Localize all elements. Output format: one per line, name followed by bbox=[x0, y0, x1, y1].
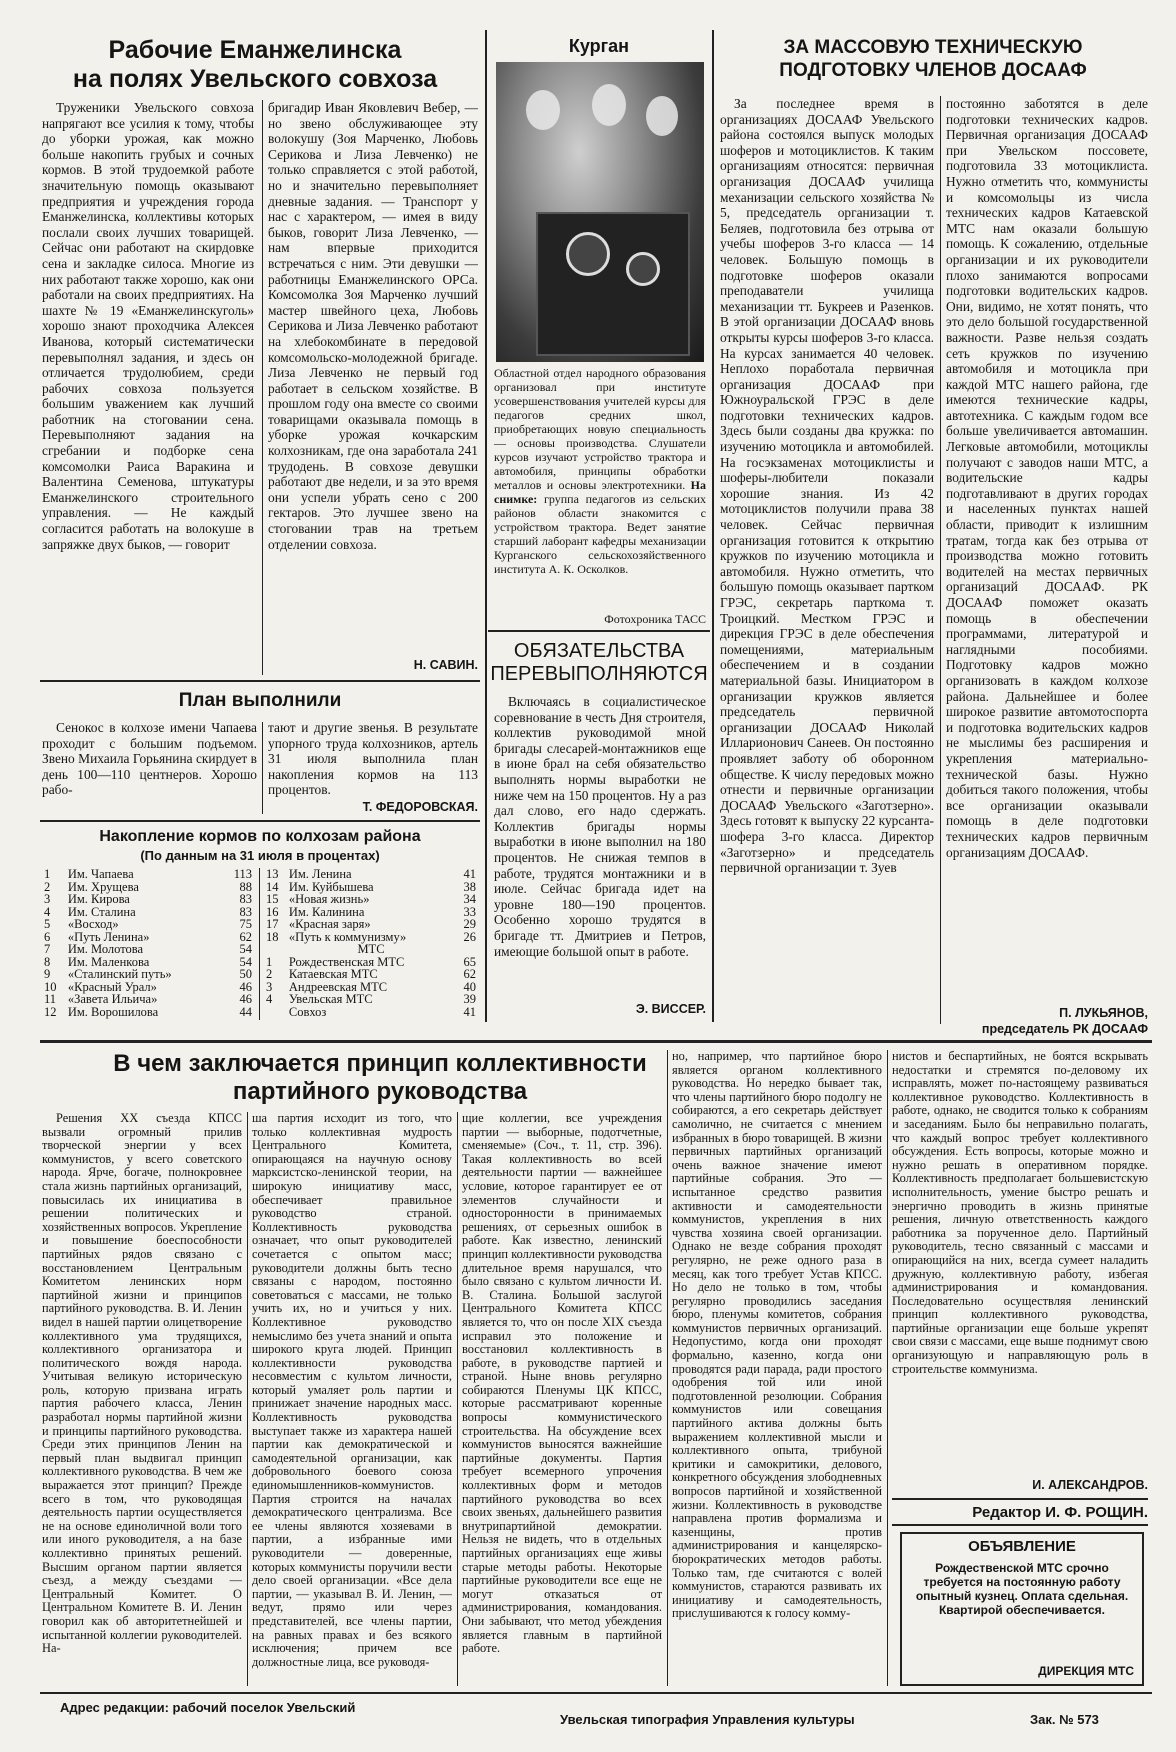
stats-row-value: 54 bbox=[239, 942, 252, 956]
stats-row-value: 46 bbox=[239, 979, 252, 994]
stats-row-number: 4 bbox=[44, 904, 51, 919]
stats-row-value: 38 bbox=[463, 879, 476, 894]
stats-row-name: «Красная заря» bbox=[288, 917, 371, 931]
stats-row-name: «Завета Ильича» bbox=[67, 992, 158, 1006]
stats-row-value: 26 bbox=[463, 929, 476, 944]
stats-row-name: «Восход» bbox=[67, 917, 119, 931]
article1-col1-text: Труженики Увельского совхоза напрягают все усилия к тому, чтобы до уборки урожая, как можно больше накопить грубых и сочных кормов. В этой трудоемкой работе значительную помощь оказывают предприятия и учреждения города Еманжелинска, коллективы которых послали своих лучших товарищей. Сейчас они работают на скирдовке сена и закладке силоса. Многие из них работают также хорошо, как они работали на своих предприятиях. На шахте № 19 «Еманжелинскуголь» хорошо знают проходчика Алексея Иванова, который систематически перевыполнял задания, и здесь он отличается трудолюбием, среди рабочих совхоза пользуется большим уважением как лучший работник на стоговании сена. Перевыполняют задания на сгребании и подборке сена комсомолки Раиса Варакина и Валентина Семенова, штукатуры Еманжелинского строительного управления. — Не каждый согласится работать на волокуше в запряжке двух быков, — говорит bbox=[42, 100, 254, 552]
article4-column2 bbox=[946, 96, 1148, 1008]
stats-row-number: 3 bbox=[266, 979, 273, 994]
stats-row-value: 75 bbox=[239, 917, 252, 931]
stats-row-name: Им. Кирова bbox=[67, 892, 130, 906]
stats-row-number: 8 bbox=[44, 954, 51, 969]
stats-row-name: Им. Маленкова bbox=[67, 954, 150, 969]
stats-row-name: «Путь Ленина» bbox=[67, 929, 150, 944]
stats-row bbox=[42, 868, 254, 881]
article5-column5 bbox=[892, 1050, 1148, 1476]
stats-row-name: Андреевская МТС bbox=[288, 979, 388, 994]
stats-row-number: 3 bbox=[44, 892, 51, 906]
stats-row-number: 9 bbox=[44, 967, 51, 981]
stats-row-number: 2 bbox=[266, 967, 273, 981]
footer-address: Адрес редакции: рабочий поселок Увельский bbox=[60, 1700, 356, 1715]
stats-row-number: 1 bbox=[266, 954, 273, 969]
article3-title-line2: ПЕРЕВЫПОЛНЯЮТСЯ bbox=[490, 663, 708, 685]
stats-row-name: Им. Молотова bbox=[67, 942, 144, 956]
article1-column1 bbox=[42, 100, 254, 675]
stats-row bbox=[42, 893, 254, 906]
stats-row bbox=[264, 1006, 478, 1019]
stats-row-value: 33 bbox=[463, 904, 476, 919]
rule bbox=[488, 630, 710, 632]
article5-column4 bbox=[672, 1050, 882, 1686]
column-rule bbox=[887, 1050, 888, 1686]
rule bbox=[40, 1692, 1152, 1694]
column-rule bbox=[940, 96, 941, 1024]
article3-title-line1: ОБЯЗАТЕЛЬСТВА bbox=[513, 640, 685, 662]
article2-col2-text: тают и другие звенья. В результате упорного труда колхозников, артель 31 июля выполнила план накопления кормов на 113 процентов. bbox=[268, 720, 478, 798]
stats-row-number: 12 bbox=[44, 1004, 57, 1019]
stats-row bbox=[264, 968, 478, 981]
article2-column2 bbox=[268, 720, 478, 800]
column-rule bbox=[247, 1112, 248, 1686]
stats-row-number: 13 bbox=[266, 867, 279, 881]
stats-row-name: Увельская МТС bbox=[288, 992, 373, 1006]
stats-row-value: 34 bbox=[463, 892, 476, 906]
stats-row-name: «Новая жизнь» bbox=[288, 892, 370, 906]
stats-row-number: 5 bbox=[44, 917, 51, 931]
article5-signature: И. АЛЕКСАНДРОВ. bbox=[1032, 1478, 1148, 1492]
article1-signature: Н. САВИН. bbox=[413, 658, 478, 672]
stats-row bbox=[264, 918, 478, 931]
announcement-body: Рождественской МТС срочно требуется на постоянную работу опытный кузнец. Оплата сдельная. Квартирой обеспечивается. bbox=[915, 1561, 1129, 1617]
stats-row-number: 17 bbox=[266, 917, 279, 931]
article3-body-text: Включаясь в социалистическое соревнование в честь Дня строителя, коллектив руководимой мной бригады слесарей-монтажников еще в июне брал на себя обязательство выполнять нормы выработки не ниже чем на 150 процентов. Ну а раз дал слово, его надо сдержать. Коллектив бригады нормы выработки в июне выполнил на 180 процентов. Не снижая темпов в работе, трудятся монтажники и в июле. Сейчас бригада идет на уровне 180—190 процентов. Особенно хорошо трудятся в бригаде тт. Дмитриев и Петров, имеющие большой опыт в работе. bbox=[494, 694, 706, 959]
stats-row-name: Им. Хрущева bbox=[67, 879, 139, 894]
stats-row-value: 113 bbox=[233, 867, 252, 881]
stats-row bbox=[42, 1006, 254, 1019]
stats-row bbox=[264, 943, 478, 956]
article5-col4-text: но, например, что партийное бюро является органом коллективного руководства. Но нередко бывает так, что члены партийного бюро подолгу не собираются, а его секретарь действует самолично, не считается с мнением избранных в бюро товарищей. В жизни первичных партийных организаций очень важное значение имеют партийные собрания. Это — испытанное средство развития активности и самодеятельности коммунистов, укрепления в них чувства хозяина своей организации. Однако не везде собрания проходят регулярно, не реже одного раза в месяц, как того требует Устав КПСС. Но дело не только в том, чтобы регулярно проводились заседания бюро, пленумы комитетов, собрания коммунистов первичных организаций. Недопустимо, когда они проходят формально, казенно, когда они проводятся ради парада, ради простого одобрения той или иной подготовленной резолюции. Собрания коммунистов или совещания партийного актива должны быть выражением коллективной мысли и коллективного опыта, трибуной критики и самокритики, делового, конкретного обсуждения злободневных вопросов партийной и хозяйственной жизни. Коллективность в руководстве направлена против формализма и казенщины, против администрирования и канцелярско-бюрократических методов работы. Только там, где считаются с волей коммунистов, стараются развивать их инициативу и самодеятельность, прислушиваются к голосу комму- bbox=[672, 1050, 882, 1621]
article4-col1-text: За последнее время в организациях ДОСААФ Увельского района состоялся выпуск молодых шоферов и мотоциклистов. К таким организациям относятся: первичная организация ДОСААФ училища механизации сельского хозяйства № 5, председатель организации т. Беляев, подготовила без отрыва от учебы шоферов 3-го класса — 14 человек. Большую помощь в подготовке шоферов оказали преподаватели училища механизации тт. Букреев и Разенков. В этой организации ДОСААФ вновь открыты курсы шоферов 3-го класса. На курсах занимается 40 человек. Неплохо поработала первичная организация ДОСААФ при Южноуральской ГРЭС в деле подготовки технических кадров. Здесь были созданы два кружка: по изучению мотоцикла и автомобилей. На госэкзаменах мотоциклисты и шоферы-любители показали хорошие знания. Из 42 мотоциклистов получили права 38 человек. Сейчас первичная организация готовится к открытию кружков по изучению мотоцикла и автомобиля. Нужно отметить, что большую помощь оказывает партком ГРЭС, секретарь парткома т. Троицкий. Местком ГРЭС и дирекция ГРЭС в деле обеспечения помещениями, материальным обеспечением и в создании материальной базы. Инициатором в организации кружков является председатель первичной организации ДОСААФ Николай Илларионович Санеев. Он постоянно проявляет заботу об оборонном обществе. К числу передовых можно отнести и первичные организации ДОСААФ Увельского «Заготзерно». Здесь готовят к выпуску 22 курсанта-шофера 3-го класса. Директор «Заготзерно» и председатель первичной организации т. Зуев bbox=[720, 96, 934, 876]
stats-row bbox=[42, 993, 254, 1006]
article4-signature-name: П. ЛУКЬЯНОВ, bbox=[1059, 1006, 1148, 1020]
stats-left-table bbox=[42, 868, 254, 1018]
article1-title-line1: Рабочие Еманжелинска bbox=[108, 36, 402, 64]
stats-row-value: 40 bbox=[463, 979, 476, 994]
stats-row-value: 65 bbox=[463, 954, 476, 969]
stats-row-value bbox=[455, 943, 478, 956]
stats-row-value: 50 bbox=[239, 967, 252, 981]
article4-signature-role: председатель РК ДОСААФ bbox=[981, 1022, 1148, 1036]
editor-line: Редактор И. Ф. РОЩИН. bbox=[972, 1504, 1148, 1521]
stats-row-name: МТС bbox=[357, 942, 385, 956]
article2-signature: Т. ФЕДОРОВСКАЯ. bbox=[362, 800, 478, 814]
stats-row-name: «Красный Урал» bbox=[67, 979, 157, 994]
column-rule bbox=[457, 1112, 458, 1686]
column-rule bbox=[667, 1050, 668, 1686]
article5-column2 bbox=[252, 1112, 452, 1686]
article4-title-line1: ЗА МАССОВУЮ ТЕХНИЧЕСКУЮ bbox=[783, 37, 1083, 58]
stats-row-number bbox=[264, 943, 287, 956]
article5-column1 bbox=[42, 1112, 242, 1686]
stats-row-name: Совхоз bbox=[288, 1004, 327, 1019]
article4-column1 bbox=[720, 96, 934, 1024]
article5-title bbox=[60, 1050, 700, 1106]
stats-row-number: 18 bbox=[266, 929, 279, 944]
stats-row bbox=[42, 918, 254, 931]
stats-row-name: «Путь к коммунизму» bbox=[288, 929, 407, 944]
stats-row-value: 41 bbox=[463, 1004, 476, 1019]
stats-row-number: 16 bbox=[266, 904, 279, 919]
stats-row-number: 11 bbox=[44, 992, 57, 1006]
stats-row-number: 2 bbox=[44, 879, 51, 894]
column-rule bbox=[262, 100, 263, 675]
stats-row-number bbox=[264, 1006, 287, 1019]
article5-column3 bbox=[462, 1112, 662, 1686]
photo-heading: Курган bbox=[568, 36, 630, 56]
article2-col1-text: Сенокос в колхозе имени Чапаева проходит с большим подъемом. Звено Михаила Горьянина скирдует в день 100—110 центнеров. Хорошо рабо- bbox=[42, 720, 257, 798]
stats-right-table bbox=[264, 868, 478, 1018]
footer-order: Зак. № 573 bbox=[1030, 1712, 1099, 1727]
article1-col2-text: бригадир Иван Яковлевич Вебер, — но звено обслуживающее эту волокушу (Зоя Марченко, Любовь Серикова и Лиза Левченко) не только справляется с этой работой, но и значительно перевыполняет дневные задания. — Транспорт у нас с характером, — имея в виду быков, говорит Лиза Левченко, — нам впервые приходится встречаться с ним. Эти девушки — работницы Еманжелинского ОРСа. Комсомолка Зоя Марченко лучший мастер швейного цеха, Любовь Серикова и Лиза Левченко работают на хлебокомбинате в передовой комсомольско-молодежной бригаде. Лиза Левченко не первый год работает в сельском хозяйстве. В прошлом году она вместе со своими товарищами оказывала помощь в уборке урожая кочкарским колхозникам, где она заработала 241 трудодень. В совхозе девушки работают две недели, и за это время они успели убрать сено с 200 гектаров. Это лучшее звено на стоговании трав на третьем отделении совхоза. bbox=[268, 100, 478, 552]
stats-subtitle: (По данным на 31 июля в процентах) bbox=[140, 848, 380, 863]
stats-row-number: 14 bbox=[266, 879, 279, 894]
stats-row-value: 41 bbox=[463, 867, 476, 881]
stats-row-value: 39 bbox=[463, 992, 476, 1006]
stats-row-name: Им. Калинина bbox=[288, 904, 365, 919]
stats-row-name: Им. Ленина bbox=[288, 867, 352, 881]
stats-row-number: 6 bbox=[44, 929, 51, 944]
photo-caption bbox=[494, 366, 706, 576]
stats-row bbox=[264, 893, 478, 906]
stats-row-number: 1 bbox=[44, 867, 51, 881]
stats-row-number: 10 bbox=[44, 979, 57, 994]
column-rule bbox=[259, 868, 260, 1020]
article1-title-line2: на полях Увельского совхоза bbox=[72, 65, 438, 93]
column-rule bbox=[262, 722, 263, 814]
column-rule bbox=[485, 30, 487, 1022]
footer-printer: Увельская типография Управления культуры bbox=[560, 1712, 855, 1727]
rule bbox=[892, 1524, 1148, 1526]
stats-row-name: Им. Чапаева bbox=[67, 867, 134, 881]
announcement-box bbox=[900, 1532, 1144, 1686]
article2-column1 bbox=[42, 720, 257, 814]
stats-row-number: 15 bbox=[266, 892, 279, 906]
column-rule bbox=[712, 30, 714, 1022]
article3-signature: Э. ВИССЕР. bbox=[635, 1002, 706, 1016]
stats-row-name: Им. Куйбышева bbox=[288, 879, 374, 894]
photo-caption-text2: группа педагогов из сельских районов области знакомится с устройством трактора. Ведет занятие старший лаборант кафедры механизации Курганского сельскохозяйственного института А. К. Осколков. bbox=[494, 492, 706, 576]
announcement-signature: ДИРЕКЦИЯ МТС bbox=[1038, 1664, 1134, 1678]
article5-col3-text: щие коллегии, все учреждения партии — выборные, подотчетные, сменяемые» (Соч., т. 11, стр. 396). Такая коллективность во всей деятельности партии — важнейшее условие, которое гарантирует ее от элементов случайности и односторонности в принимаемых решениях, от серьезных ошибок в работе. Как известно, ленинский принцип коллективности руководства длительное время нарушался, что было связано с культом личности И. В. Сталина. Большой заслугой Центрального Комитета КПСС является то, что он после XIX съезда исправил это положение и восстановил коллективность в работе, в руководстве партией и страной. Ныне вновь регулярно собираются Пленумы ЦК КПСС, которые рассматривают коренные вопросы коммунистического строительства. На обсуждение всех коммунистов выносятся важнейшие партийные документы. Партия требует всемерного упрочения коллективных форм и методов партийного руководства во всех своих звеньях, дальнейшего развития внутрипартийной демократии. Нельзя не видеть, что в отдельных партийных организациях еще живы старые методы работы. Некоторые партийные руководители все еще не могут отказаться от администрирования, командования. Они забывают, что метод убеждения является главным в партийной работе. bbox=[462, 1112, 662, 1656]
stats-row bbox=[264, 993, 478, 1006]
stats-row-value: 62 bbox=[239, 929, 252, 944]
article4-title bbox=[718, 36, 1148, 82]
tractor-class-photo bbox=[496, 62, 704, 362]
stats-row-name: Рождественская МТС bbox=[288, 954, 405, 969]
stats-row-name: Им. Ворошилова bbox=[67, 1004, 159, 1019]
rule bbox=[40, 680, 480, 682]
article3-body bbox=[494, 694, 706, 1000]
photo-credit: Фотохроника ТАСС bbox=[604, 612, 706, 626]
stats-row-value: 54 bbox=[239, 954, 252, 969]
stats-row bbox=[42, 943, 254, 956]
article5-col1-text: Решения XX съезда КПСС вызвали огромный прилив творческой энергии у всех коммунистов, у всего советского народа. Ярче, богаче, полнокровнее стала жизнь партийных организаций, повысилась их инициатива в решении политических и хозяйственных вопросов. Укрепление и повышение боеспособности партийных рядов связано с восстановлением Центральным Комитетом ленинских норм партийной жизни и принципов партийного руководства. В. И. Ленин видел в нашей партии олицетворение коллективного ума трудящихся, коллективного организатора и политического вождя народа. Учитывая великую историческую роль, которую призвана играть партия рабочего класса, Ленин разработал нормы партийной жизни и принципы партийного руководства. Среди этих принципов Ленин на первый план выдвигал принцип коллективного руководства. В чем же выражается этот принцип? Прежде всего в том, что руководящая деятельность партии осуществляется не на основе единоличной воли того или иного руководителя, а на базе коллективно принятых решений. Высшим органом партии является съезд, а между съездами — Центральный Комитет. О Центральном Комитете В. И. Ленин говорил как об авторитетнейшей и испытанной коллегии руководителей. На- bbox=[42, 1112, 242, 1656]
article4-title-line2: ПОДГОТОВКУ ЧЛЕНОВ ДОСААФ bbox=[779, 60, 1087, 81]
stats-row-value: 83 bbox=[239, 904, 252, 919]
article1-column2 bbox=[268, 100, 478, 658]
photo-caption-label: На снимке: bbox=[494, 478, 706, 506]
stats-row-name: Им. Сталина bbox=[67, 904, 136, 919]
stats-row bbox=[264, 868, 478, 881]
stats-row-number: 4 bbox=[266, 992, 273, 1006]
article3-title bbox=[488, 640, 710, 686]
stats-row-name: «Сталинский путь» bbox=[67, 967, 172, 981]
announcement-title: ОБЪЯВЛЕНИЕ bbox=[968, 1538, 1076, 1555]
stats-row bbox=[42, 968, 254, 981]
rule bbox=[40, 820, 480, 822]
article5-title-line2: партийного руководства bbox=[232, 1078, 528, 1105]
article5-title-line1: В чем заключается принцип коллективности bbox=[113, 1050, 647, 1077]
rule bbox=[892, 1498, 1148, 1500]
photo-caption-text: Областной отдел народного образования организовал при институте усовершенствования учителей курсы для педагогов средних школ, приобретающих новую специальность — основы производства. Слушатели курсов изучают устройство трактора и автомобиля, принципы обработки металлов и основы электротехники. bbox=[494, 366, 706, 492]
stats-row-name: Катаевская МТС bbox=[288, 967, 378, 981]
stats-row-value: 29 bbox=[463, 917, 476, 931]
article4-col2-text: постоянно заботятся в деле подготовки технических кадров. Первичная организация ДОСААФ при Увельском поссовете, подготовила 33 мотоциклиста. Нужно отметить что, коммунисты и комсомольцы из числа технических кадров Катаевской МТС нам оказали большую помощь. К сожалению, отдельные организации и их руководители плохо занимаются вопросами подготовки водительских кадров. Они, видимо, не хотят понять, что это дело большой государственной важности. Разве нельзя создать сеть кружков по изучению автомобиля и мотоцикла при каждой МТС нашего района, где имеются технические кадры, автотехника. С каждым годом все больше увеличивается автомашин. Легковые автомобили, мотоциклы получают с заводов наши МТС, а водительские кадры подготавливают в других городах и населенных пунктах нашей области, приводит к излишним тратам, тогда как без отрыва от производства можно готовить водителей на местах первичных организаций ДОСААФ. РК ДОСААФ поможет оказать помощь в обеспечении программами, литературой и наглядными пособиями. Подготовку кадров можно организовать в каждом колхозе района. Дальнейшее и более широкое развитие автомотоспорта и подготовка водительских кадров не мыслимы без расширения и укрепления материально-технической базы. Нужно добиться такого положения, чтобы все организации оказывали помощь в деле подготовки технических кадров первичным организациям ДОСААФ. bbox=[946, 96, 1148, 860]
article5-col2-text: ша партия исходит из того, что только коллективная мудрость Центрального Комитета, опирающаяся на научную основу марксистско-ленинской теории, на широкую инициативу масс, обеспечивает правильное руководство страной. Коллективность руководства означает, что опыт руководителей сочетается с опытом масс; руководители должны быть тесно связаны с народом, постоянно советоваться с массами, не только учить их, но и учиться у них. Коллективное руководство немыслимо без учета знаний и опыта широкого круга людей. Принцип коллективности руководства несовместим с культом личности, который умаляет роль партии и принижает значение народных масс. Коллективность руководства выступает также из характера нашей партии как демократической и самодеятельной организации, как добровольного боевого союза единомышленников-коммунистов. Партия строится на началах демократического централизма. Все ее члены являются хозяевами в партии, а избранные ими руководители — доверенные, которых коммунисты поручили вести дело своей организации. «Все дела партии, — указывал В. И. Ленин, — ведут, прямо или через представителей, все члены партии, на равных правах и без всякого исключения; причем все должностные лица, все руководя- bbox=[252, 1112, 452, 1669]
stats-row-value: 88 bbox=[239, 879, 252, 894]
article2-title: План выполнили bbox=[178, 690, 342, 711]
stats-row-number: 7 bbox=[44, 942, 51, 956]
stats-row-value: 62 bbox=[463, 967, 476, 981]
rule bbox=[40, 1040, 1152, 1043]
stats-title: Накопление кормов по колхозам района bbox=[99, 828, 421, 845]
article1-title bbox=[40, 36, 470, 94]
stats-row-value: 44 bbox=[239, 1004, 252, 1019]
article5-col5-text: нистов и беспартийных, не боятся вскрывать недостатки и стремятся по-деловому их исправлять, может по-настоящему развиваться коллективное руководство. Коллективность в работе, однако, не сводится только к собраниям и заседаниям. Было бы неправильно полагать, что каждый вопрос требует коллективного обсуждения. Есть вопросы, которые можно и нужно решать в оперативном порядке. Коллективность предполагает большевистскую исполнительность, умение быстро решать и энергично проводить в жизнь принятые решения, личную ответственность каждого работника за порученное дело. Партийный руководитель, тесно связанный с массами и опирающийся на них, всегда сумеет наладить дружную, коллективную работу, избегая администрирования и командования. Последовательно осуществляя ленинский принцип коллективного руководства, партийные организации еще больше укрепят свои связи с массами, еще выше поднимут свою организующую и направляющую роль в строительстве коммунизма. bbox=[892, 1050, 1148, 1376]
stats-row-value: 83 bbox=[239, 892, 252, 906]
stats-row-value: 46 bbox=[239, 992, 252, 1006]
